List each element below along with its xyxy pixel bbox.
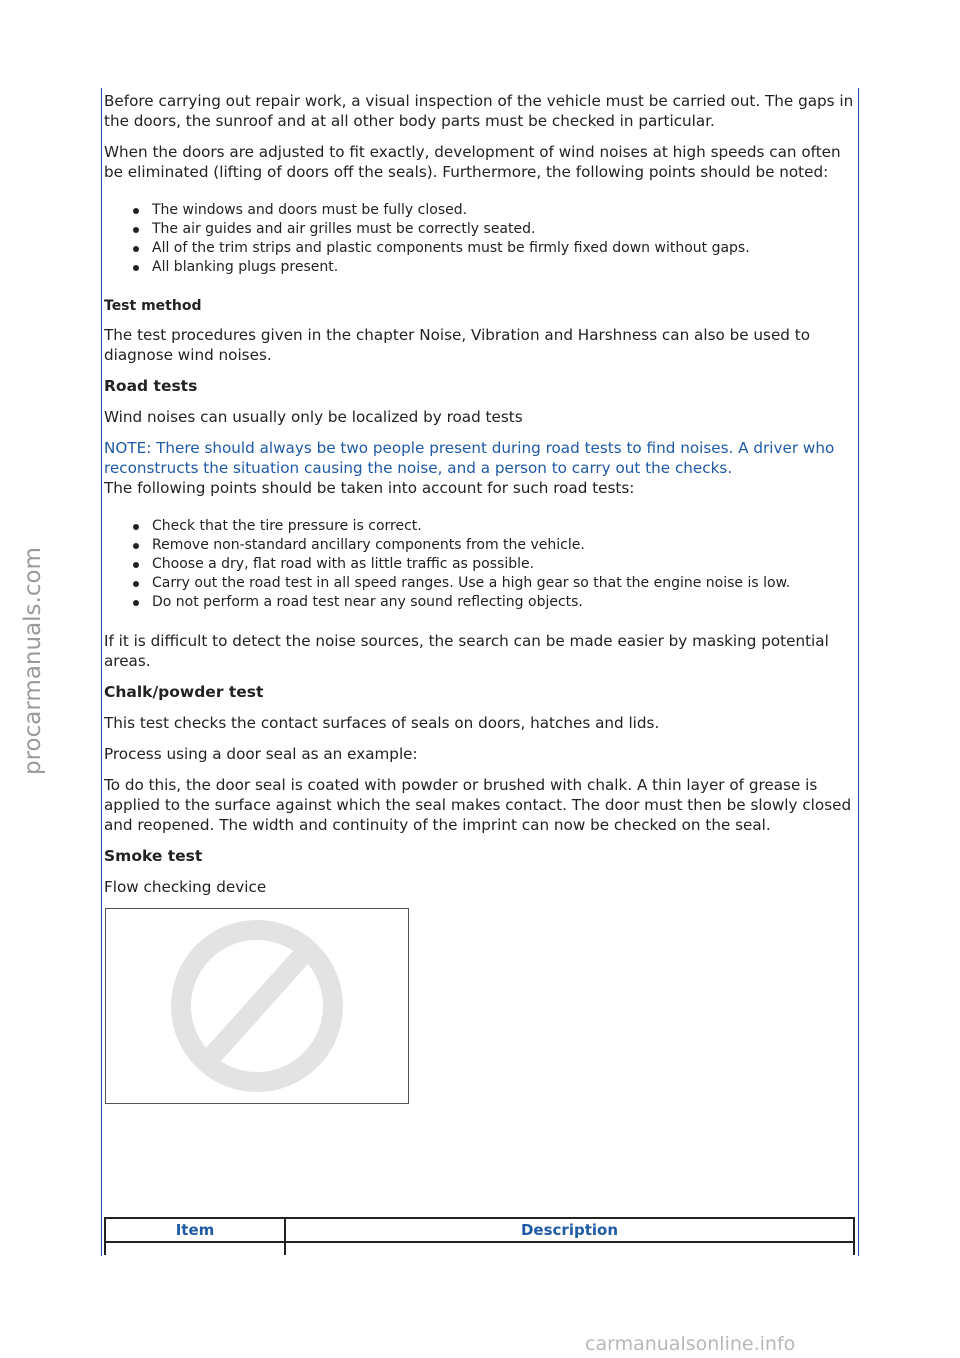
bottom-watermark: carmanualsonline.info xyxy=(585,1333,796,1355)
smoke-test-caption: Flow checking device xyxy=(104,878,267,896)
column-header-description: Description xyxy=(285,1218,854,1242)
no-image-icon xyxy=(167,916,347,1096)
intro-paragraph: Before carrying out repair work, a visual inspection of the vehicle must be carried out. The gaps in the doors, the sunroof and at all other body parts must be checked in particular. xyxy=(104,92,854,130)
list-item: The air guides and air grilles must be correctly seated. xyxy=(152,220,854,239)
image-placeholder xyxy=(105,908,409,1104)
side-watermark: procarmanuals.com xyxy=(20,547,46,775)
list-item: Carry out the road test in all speed ranges. Use a high gear so that the engine noise is low. xyxy=(152,574,854,593)
chalk-test-procedure: To do this, the door seal is coated with powder or brushed with chalk. A thin layer of grease is applied to the surface against which the seal makes contact. The door must then be slowly closed and reopened. The width and continuity of the imprint can now be checked on the seal. xyxy=(104,776,852,834)
document-body xyxy=(104,91,854,1104)
chalk-test-text: This test checks the contact surfaces of seals on doors, hatches and lids. xyxy=(104,714,660,732)
table-row xyxy=(105,1242,854,1255)
road-tests-note: NOTE: There should always be two people present during road tests to find noises. A driver who reconstructs the situation causing the noise, and a person to carry out the checks. xyxy=(104,439,835,477)
road-tests-heading: Road tests xyxy=(104,377,198,395)
item-description-table xyxy=(104,1217,855,1255)
test-method-text: The test procedures given in the chapter Noise, Vibration and Harshness can also be used to diagnose wind noises. xyxy=(104,326,811,364)
list-item: Check that the tire pressure is correct. xyxy=(152,517,854,536)
table-cell xyxy=(285,1242,854,1255)
test-method-heading: Test method xyxy=(104,298,202,314)
masking-paragraph: If it is difficult to detect the noise sources, the search can be made easier by masking potential areas. xyxy=(104,632,829,670)
column-header-item: Item xyxy=(105,1218,285,1242)
list-item: All of the trim strips and plastic components must be firmly fixed down without gaps. xyxy=(152,239,854,258)
smoke-test-heading: Smoke test xyxy=(104,847,203,865)
page-border-right xyxy=(858,88,859,1256)
list-item: Choose a dry, flat road with as little traffic as possible. xyxy=(152,555,854,574)
list-item: All blanking plugs present. xyxy=(152,258,854,277)
page-border-left xyxy=(101,88,102,1256)
doors-adjusted-paragraph: When the doors are adjusted to fit exactly, development of wind noises at high speeds can often be eliminated (lifting of doors off the seals). Furthermore, the following points should be noted: xyxy=(104,143,841,181)
table-header-row xyxy=(105,1218,854,1242)
list-item: Do not perform a road test near any sound reflecting objects. xyxy=(152,593,854,612)
list-item: The windows and doors must be fully closed. xyxy=(152,201,854,220)
road-test-points xyxy=(104,517,854,612)
checklist-1 xyxy=(104,201,854,277)
road-tests-text: Wind noises can usually only be localized by road tests xyxy=(104,408,523,426)
road-tests-lead: The following points should be taken into account for such road tests: xyxy=(104,479,635,497)
chalk-test-heading: Chalk/powder test xyxy=(104,683,264,701)
list-item: Remove non-standard ancillary components from the vehicle. xyxy=(152,536,854,555)
chalk-test-example: Process using a door seal as an example: xyxy=(104,745,418,763)
table-cell xyxy=(105,1242,285,1255)
